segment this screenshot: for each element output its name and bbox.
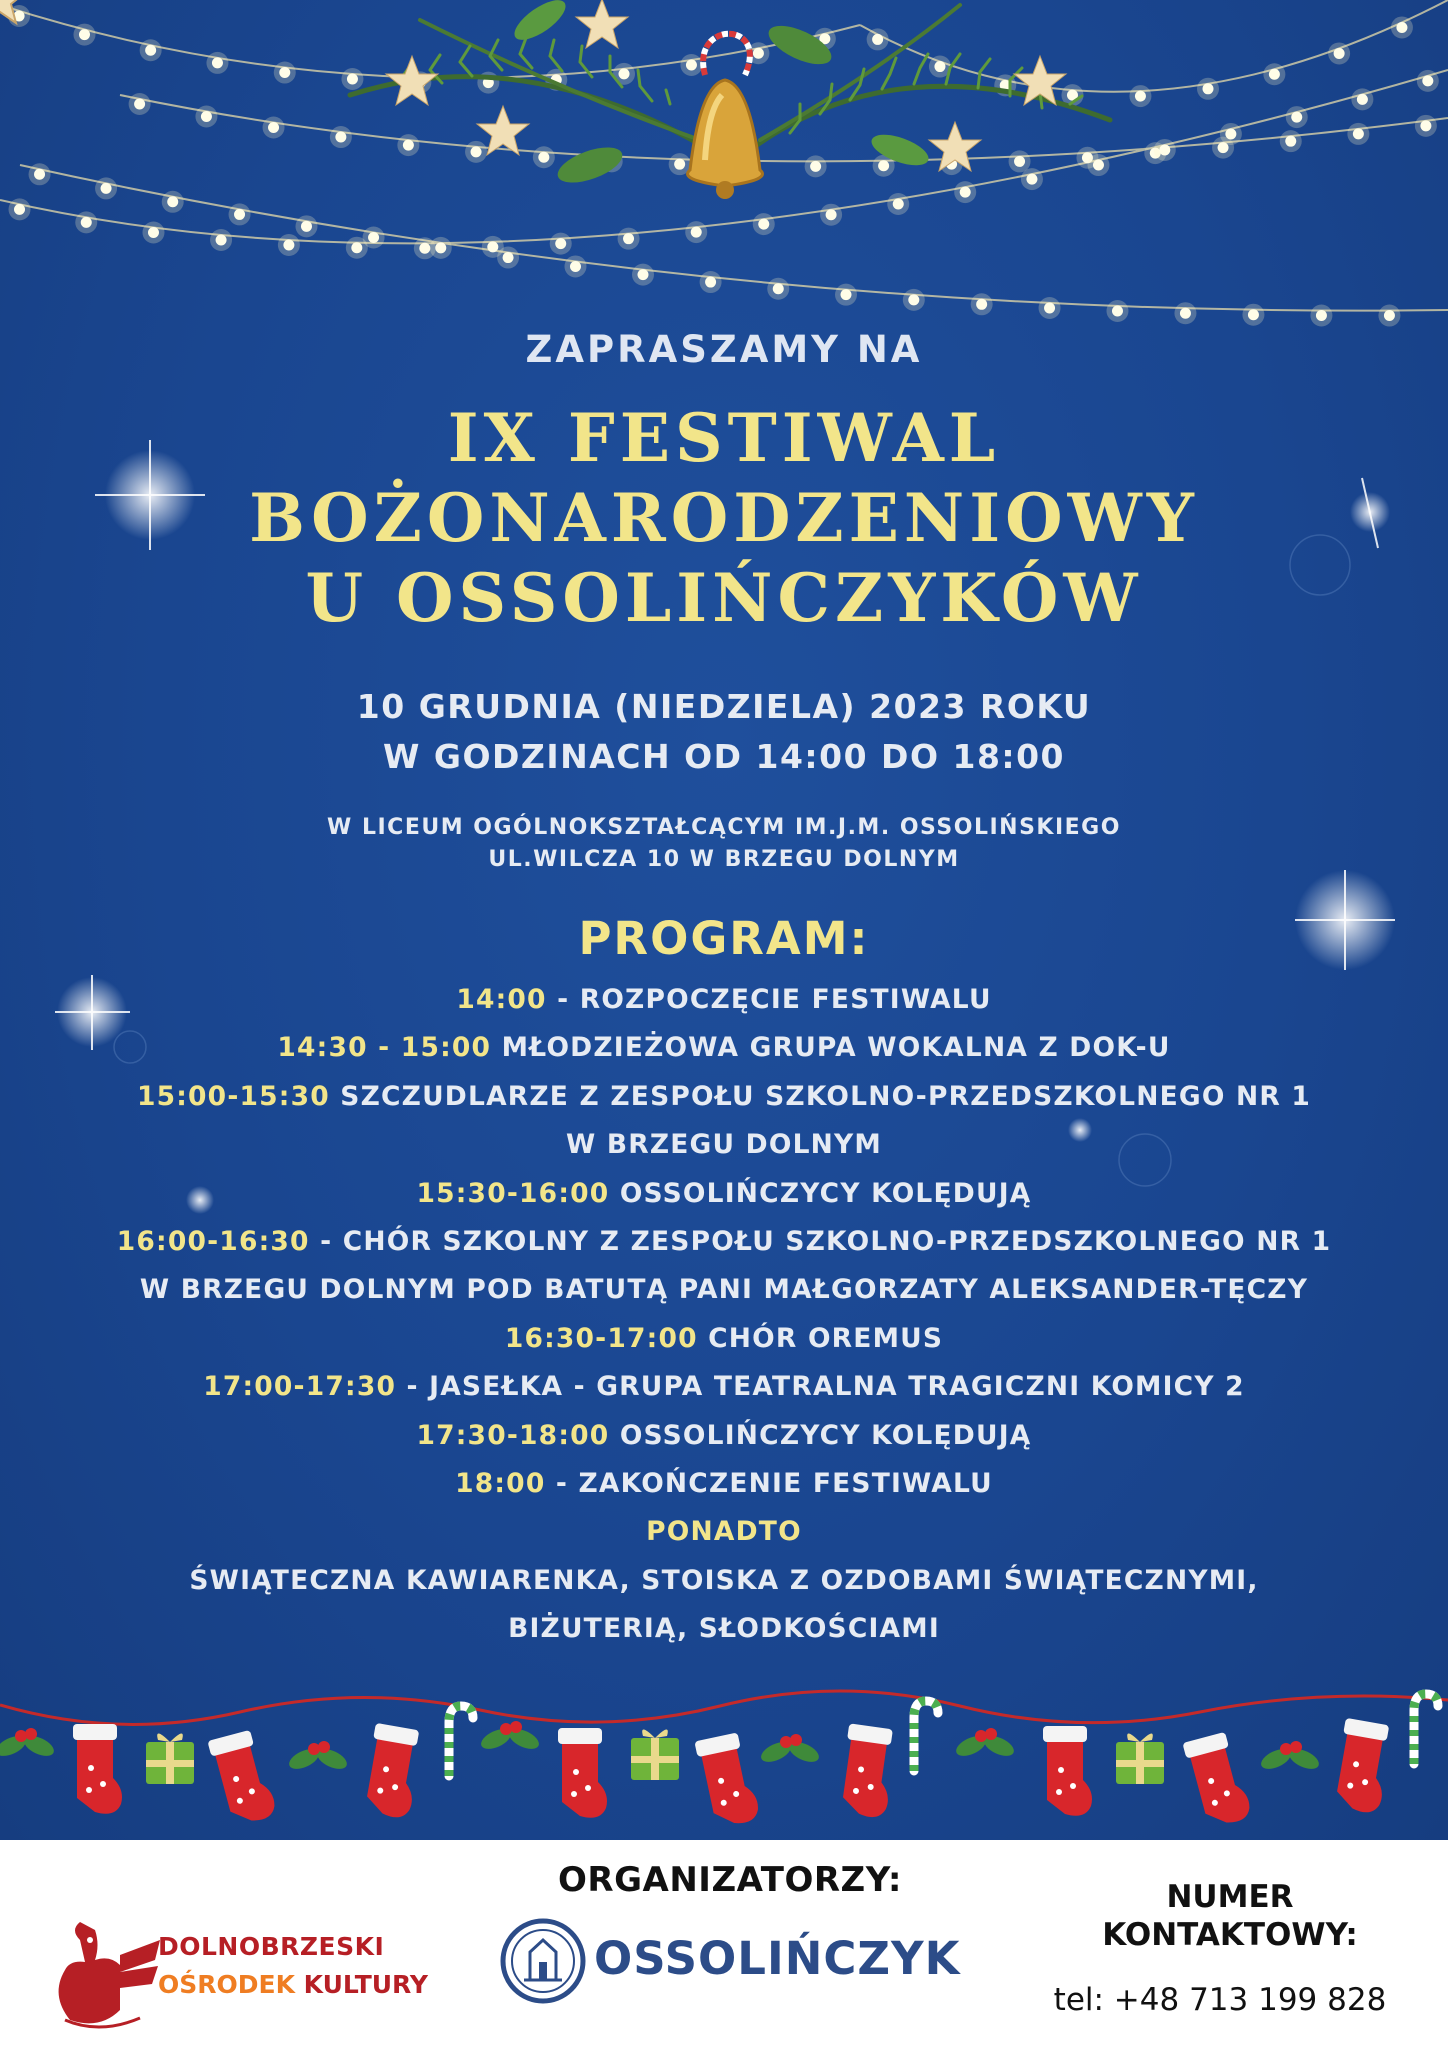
- dok-name-kultury: KULTURY: [303, 1970, 429, 1999]
- invite-heading: ZAPRASZAMY NA: [525, 328, 923, 371]
- program-text: - ROZPOCZĘCIE FESTIWALU: [546, 984, 992, 1015]
- organizers-heading: ORGANIZATORZY:: [558, 1860, 902, 1900]
- program-text: - JASEŁKA - GRUPA TEATRALNA TRAGICZNI KOMICY 2: [396, 1371, 1245, 1403]
- contact-heading-line-2: KONTAKTOWY:: [1102, 1917, 1358, 1953]
- dok-name: [158, 1928, 428, 2004]
- program-time: 15:30-16:00: [416, 1177, 610, 1209]
- dok-name-line-1: DOLNOBRZESKI: [158, 1932, 385, 1961]
- program-text: OSSOLIŃCZYCY KOLĘDUJĄ: [609, 1419, 1032, 1451]
- program-time: 14:30 - 15:00: [277, 1032, 492, 1064]
- program-text: MŁODZIEŻOWA GRUPA WOKALNA Z DOK-U: [491, 1032, 1171, 1064]
- title-line-2: BOŻONARODZENIOWY: [249, 479, 1199, 557]
- program-text: W BRZEGU DOLNYM POD BATUTĄ PANI MAŁGORZATY ALEKSANDER-TĘCZY: [139, 1274, 1309, 1306]
- program-time: 16:30-17:00: [504, 1322, 698, 1354]
- program-time: 15:00-15:30: [136, 1080, 330, 1112]
- program-time: 17:30-18:00: [416, 1419, 610, 1451]
- contact-heading-line-1: NUMER: [1166, 1879, 1294, 1915]
- program-time: 16:00-16:30: [116, 1225, 310, 1257]
- program-text: - CHÓR SZKOLNY Z ZESPOŁU SZKOLNO-PRZEDSZKOLNEGO NR 1: [309, 1225, 1332, 1257]
- dok-name-line-2: [158, 1966, 428, 2004]
- ossolinczyk-name: OSSOLIŃCZYK: [594, 1932, 961, 1985]
- title-line-3: U OSSOLIŃCZYKÓW: [305, 559, 1143, 637]
- extra-heading: PONADTO: [646, 1516, 802, 1548]
- footer-organizers: [0, 1840, 1448, 2048]
- venue-line-1: W LICEUM OGÓLNOKSZTAŁCĄCYM IM.J.M. OSSOLIŃSKIEGO: [327, 815, 1121, 840]
- program-text: OSSOLIŃCZYCY KOLĘDUJĄ: [609, 1177, 1032, 1209]
- program-time: 17:00-17:30: [203, 1371, 397, 1403]
- extra-line-2: BIŻUTERIĄ, SŁODKOŚCIAMI: [508, 1613, 940, 1645]
- program-text: CHÓR OREMUS: [697, 1322, 944, 1354]
- ossolinczyk-logo-icon: [500, 1918, 586, 2004]
- contact-phone[interactable]: tel: +48 713 199 828: [1053, 1982, 1387, 2018]
- program-text: - ZAKOŃCZENIE FESTIWALU: [545, 1467, 993, 1499]
- venue-line-2: UL.WILCZA 10 W BRZEGU DOLNYM: [488, 847, 960, 872]
- hours-line: W GODZINACH OD 14:00 DO 18:00: [382, 737, 1066, 776]
- date-line: 10 GRUDNIA (NIEDZIELA) 2023 ROKU: [356, 687, 1092, 726]
- program-text: SZCZUDLARZE Z ZESPOŁU SZKOLNO-PRZEDSZKOLNEGO NR 1: [329, 1080, 1312, 1112]
- title-line-1: IX FESTIWAL: [447, 399, 1001, 477]
- contact-heading: [1060, 1878, 1400, 1954]
- program-time: 14:00: [456, 984, 547, 1015]
- program-text: W BRZEGU DOLNYM: [565, 1129, 883, 1161]
- dok-name-osrodek: OŚRODEK: [158, 1970, 304, 1999]
- dok-logo-icon: [40, 1900, 170, 2040]
- program-heading: PROGRAM:: [578, 912, 870, 965]
- program-time: 18:00: [455, 1467, 546, 1499]
- extra-line-1: ŚWIĄTECZNA KAWIARENKA, STOISKA Z OZDOBAMI ŚWIĄTECZNYMI,: [189, 1564, 1259, 1596]
